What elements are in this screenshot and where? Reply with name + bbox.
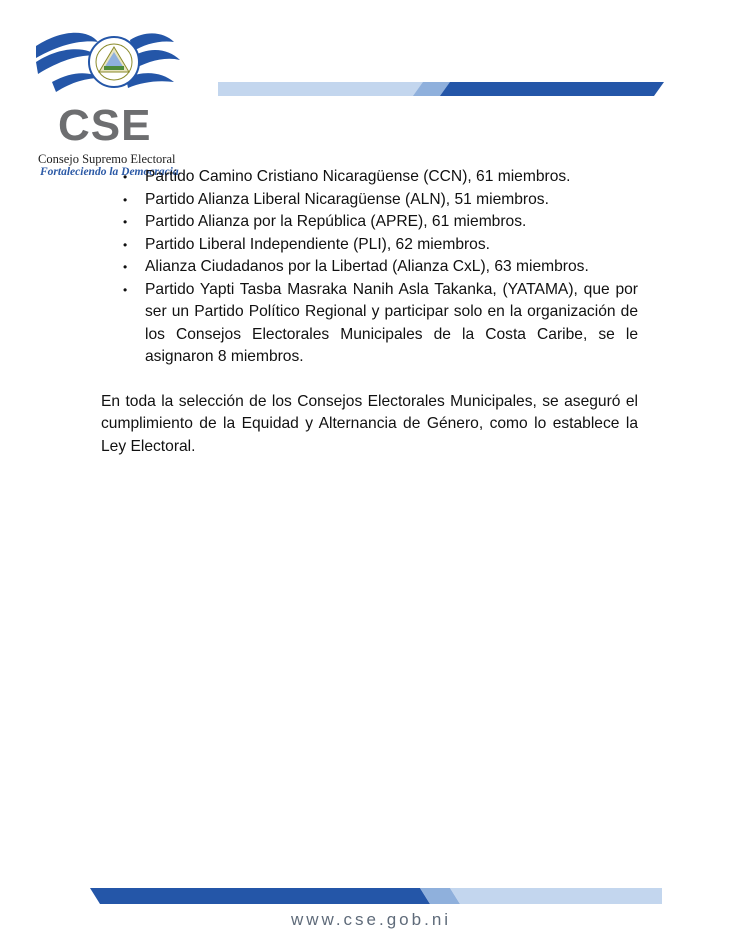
logo-slogan: Fortaleciendo la Democracia xyxy=(40,166,179,178)
logo-abbreviation: CSE xyxy=(58,101,152,150)
closing-paragraph: En toda la selección de los Consejos Electorales Municipales, se aseguró el cumplimiento de la Equidad y Alternancia de Género, como lo establece la Ley Electoral. xyxy=(101,392,638,455)
footer-website: www.cse.gob.ni xyxy=(290,910,452,929)
list-item: • Alianza Ciudadanos por la Libertad (Alianza CxL), 63 miembros. xyxy=(101,256,638,279)
footer-stripe xyxy=(90,888,662,904)
list-item: • Partido Camino Cristiano Nicaragüense (CCN), 61 miembros. xyxy=(101,166,638,189)
cse-logo xyxy=(34,22,194,178)
header-stripe xyxy=(218,82,664,96)
list-item: • Partido Alianza Liberal Nicaragüense (ALN), 51 miembros. xyxy=(101,189,638,212)
party-list xyxy=(101,166,638,369)
cse-emblem-icon xyxy=(34,22,194,112)
list-item: • Partido Alianza por la República (APRE), 61 miembros. xyxy=(101,211,638,234)
document-body xyxy=(101,166,638,474)
logo-name: Consejo Supremo Electoral xyxy=(38,152,176,166)
list-item: • Partido Yapti Tasba Masraka Nanih Asla Takanka, (YATAMA), que por ser un Partido Político Regional y participar solo en la organización de los Consejos Electorales Municipales de la Costa Caribe, se le asignaron 8 miembros. xyxy=(101,279,638,369)
list-item: • Partido Liberal Independiente (PLI), 62 miembros. xyxy=(101,234,638,257)
